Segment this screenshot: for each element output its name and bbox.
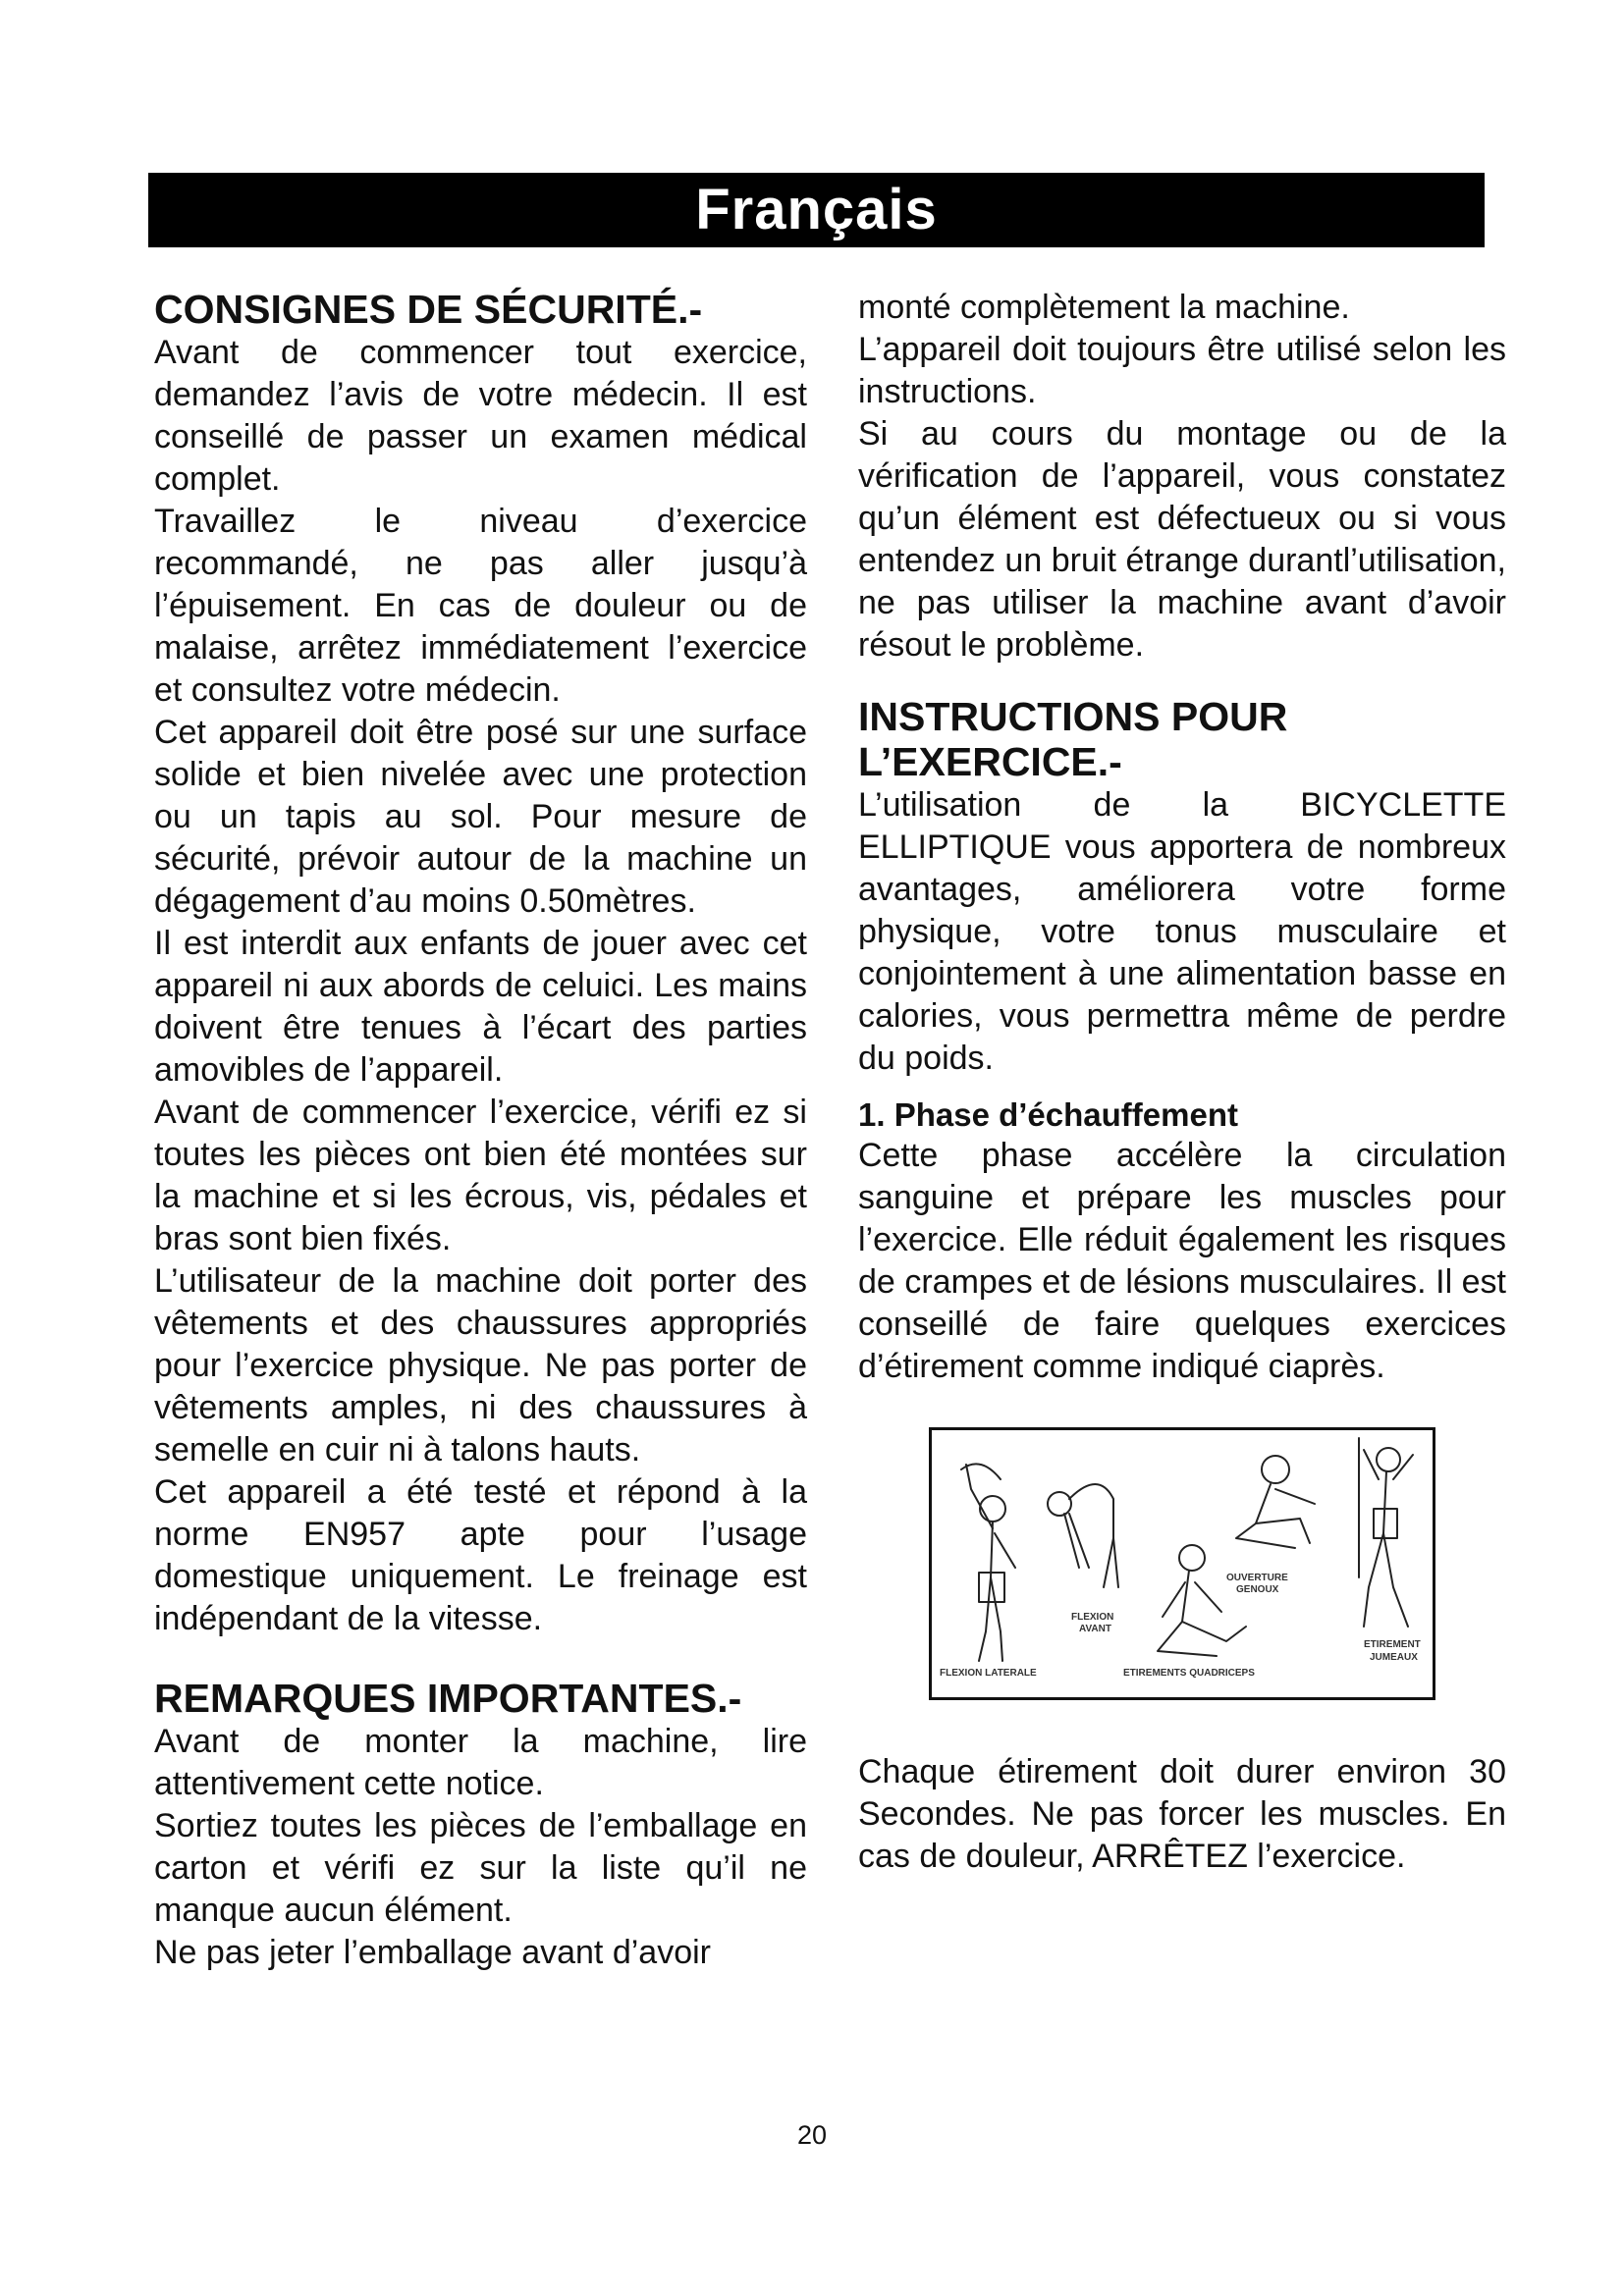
safety-paragraph: Il est interdit aux enfants de jouer avec cet appareil ni aux abords de celuici. Les mains doivent être tenues à l’écart des parties amovibles de l’appareil. <box>154 925 807 1089</box>
continuation-paragraph: monté complètement la machine. <box>858 289 1350 326</box>
closing-text: Chaque étirement doit durer environ 30 Secondes. Ne pas forcer les muscles. En cas de douleur, ARRÊTEZ l’exercice. <box>858 1753 1506 1875</box>
warmup-text: Cette phase accélère la circulation sanguine et prépare les muscles pour l’exercice. Elle réduit également les risques de crampes et de lésions musculaires. Il est conseillé de faire quelques exercices d’étirement comme indiqué ciaprès. <box>858 1137 1506 1385</box>
page-number: 20 <box>796 2120 828 2150</box>
language-header-bar <box>148 173 1485 247</box>
stretching-figures-icon <box>932 1430 1433 1697</box>
exercise-heading: INSTRUCTIONS POUR L’EXERCICE.- <box>858 694 1288 784</box>
safety-heading: CONSIGNES DE SÉCURITÉ.- <box>154 287 703 332</box>
label-etirement-jumeaux-1: ETIREMENT <box>1364 1639 1421 1650</box>
label-etirements-quadriceps: ETIREMENTS QUADRICEPS <box>1123 1668 1255 1679</box>
safety-paragraph: L’utilisateur de la machine doit porter des vêtements et des chaussures appropriés pour l’exercice physique. Ne pas porter de vêtements amples, ni des chaussures à semelle en cuir ni à talons hauts. <box>154 1262 807 1468</box>
label-etirement-jumeaux-2: JUMEAUX <box>1370 1652 1418 1663</box>
label-flexion-laterale: FLEXION LATERALE <box>940 1668 1037 1679</box>
remarks-paragraph: Sortiez toutes les pièces de l’emballage en carton et vérifi ez sur la liste qu’il ne manque aucun élément. <box>154 1807 807 1929</box>
label-flexion-avant-1: FLEXION <box>1071 1612 1114 1623</box>
remarks-paragraph: Ne pas jeter l’emballage avant d’avoir <box>154 1934 711 1971</box>
exercise-intro: L’utilisation de la BICYCLETTE ELLIPTIQUE vous apportera de nombreux avantages, améliorera votre forme physique, votre tonus musculaire et conjointement à une alimentation basse en calories, vous permettra même de perdre du poids. <box>858 786 1506 1077</box>
right-column <box>858 287 1506 1878</box>
safety-paragraph: Cet appareil a été testé et répond à la norme EN957 apte pour l’usage domestique uniquement. Le freinage est indépendant de la vitesse. <box>154 1473 807 1637</box>
continuation-paragraph: Si au cours du montage ou de la vérification de l’appareil, vous constatez qu’un élément est défectueux ou si vous entendez un bruit étrange durantl’utilisation, ne pas utiliser la machine avant d’avoir résout le problème. <box>858 415 1506 664</box>
label-flexion-avant-2: AVANT <box>1079 1624 1111 1634</box>
left-column <box>154 287 807 1974</box>
language-title: Français <box>695 178 938 241</box>
safety-paragraph: Avant de commencer tout exercice, demandez l’avis de votre médecin. Il est conseillé de passer un examen médical complet. <box>154 334 807 498</box>
warmup-heading: 1. Phase d’échauffement <box>858 1096 1238 1133</box>
label-ouverture-genoux-2: GENOUX <box>1236 1584 1279 1595</box>
remarks-paragraph: Avant de monter la machine, lire attentivement cette notice. <box>154 1723 807 1802</box>
continuation-paragraph: L’appareil doit toujours être utilisé selon les instructions. <box>858 331 1506 410</box>
remarks-heading: REMARQUES IMPORTANTES.- <box>154 1676 742 1721</box>
safety-paragraph: Travaillez le niveau d’exercice recommandé, ne pas aller jusqu’à l’épuisement. En cas de douleur ou de malaise, arrêtez immédiatement l’exercice et consultez votre médecin. <box>154 503 807 709</box>
stretching-illustration <box>929 1427 1435 1700</box>
safety-paragraph: Cet appareil doit être posé sur une surface solide et bien nivelée avec une protection ou un tapis au sol. Pour mesure de sécurité, prévoir autour de la machine un dégagement d’au moins 0.50mètres. <box>154 714 807 920</box>
safety-paragraph: Avant de commencer l’exercice, vérifi ez si toutes les pièces ont bien été montées sur la machine et si les écrous, vis, pédales et bras sont bien fixés. <box>154 1094 807 1257</box>
label-ouverture-genoux-1: OUVERTURE <box>1226 1573 1288 1583</box>
